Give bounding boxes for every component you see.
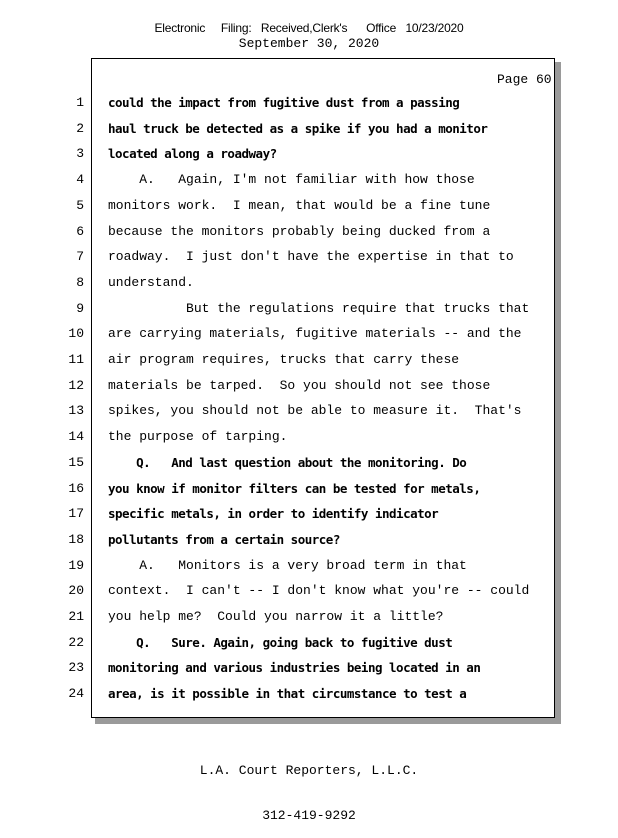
page-number: Page 60 bbox=[497, 72, 552, 87]
answer-text: monitors work. I mean, that would be a fine tune bbox=[108, 197, 491, 213]
transcript-line bbox=[0, 198, 618, 220]
line-number: 11 bbox=[68, 352, 84, 367]
transcript-line bbox=[0, 506, 618, 528]
transcript-line bbox=[0, 352, 618, 374]
transcript-line bbox=[0, 146, 618, 168]
court-reporter-name: L.A. Court Reporters, L.L.C. bbox=[199, 763, 419, 778]
line-number: 14 bbox=[68, 429, 84, 445]
filing-stamp: Electronic Filing: Received,Clerk's Office 10/23/2020 bbox=[154, 21, 464, 35]
line-number: 3 bbox=[76, 146, 84, 162]
transcript-line bbox=[0, 326, 618, 348]
transcript-line bbox=[0, 429, 618, 451]
transcript-date: September 30, 2020 bbox=[238, 36, 380, 51]
transcript-line bbox=[0, 481, 618, 503]
answer-text: you help me? Could you narrow it a little? bbox=[108, 609, 444, 624]
transcript-line bbox=[0, 249, 618, 271]
transcript-line bbox=[0, 95, 618, 117]
answer-text: because the monitors probably being ducked from a bbox=[108, 223, 491, 239]
answer-text: materials be tarped. So you should not see those bbox=[108, 377, 491, 393]
line-number: 13 bbox=[68, 403, 84, 419]
transcript-line bbox=[0, 172, 618, 194]
line-number: 12 bbox=[68, 377, 84, 393]
line-number: 5 bbox=[76, 197, 84, 213]
transcript-line bbox=[0, 558, 618, 580]
answer-text: are carrying materials, fugitive materials -- and the bbox=[108, 326, 522, 342]
question-text: could the impact from fugitive dust from a passing bbox=[108, 95, 460, 110]
transcript-line bbox=[0, 660, 618, 682]
line-number: 8 bbox=[76, 274, 84, 290]
question-text: monitoring and various industries being located in an bbox=[108, 660, 481, 676]
line-number: 15 bbox=[68, 454, 84, 470]
transcript-line bbox=[0, 121, 618, 143]
line-number: 17 bbox=[68, 506, 84, 522]
transcript-line bbox=[0, 301, 618, 323]
question-text: Q. Sure. Again, going back to fugitive dust bbox=[108, 634, 453, 650]
question-text: area, is it possible in that circumstance to test a bbox=[108, 686, 467, 702]
transcript-line bbox=[0, 224, 618, 246]
transcript-line bbox=[0, 378, 618, 400]
transcript-line bbox=[0, 532, 618, 554]
line-number: 1 bbox=[76, 95, 84, 110]
answer-text: spikes, you should not be able to measure it. That's bbox=[108, 403, 522, 419]
transcript-line bbox=[0, 455, 618, 477]
transcript-line bbox=[0, 635, 618, 657]
line-number: 6 bbox=[76, 223, 84, 239]
answer-text: air program requires, trucks that carry these bbox=[108, 352, 460, 367]
line-number: 2 bbox=[76, 120, 84, 136]
answer-text: A. Again, I'm not familiar with how those bbox=[108, 172, 475, 188]
question-text: specific metals, in order to identify indicator bbox=[108, 506, 439, 522]
line-number: 20 bbox=[68, 583, 84, 599]
transcript-line bbox=[0, 275, 618, 297]
question-text: located along a roadway? bbox=[108, 146, 277, 162]
line-number: 21 bbox=[68, 609, 84, 624]
question-text: pollutants from a certain source? bbox=[108, 531, 340, 547]
transcript-line bbox=[0, 403, 618, 425]
question-text: Q. And last question about the monitoring. Do bbox=[108, 454, 467, 470]
line-number: 22 bbox=[68, 634, 84, 650]
answer-text: the purpose of tarping. bbox=[108, 429, 288, 445]
question-text: you know if monitor filters can be tested for metals, bbox=[108, 480, 481, 496]
transcript-line bbox=[0, 686, 618, 708]
line-number: 9 bbox=[76, 300, 84, 316]
answer-text: context. I can't -- I don't know what you're -- could bbox=[108, 583, 530, 599]
answer-text: roadway. I just don't have the expertise in that to bbox=[108, 249, 514, 265]
line-number: 24 bbox=[68, 686, 84, 702]
answer-text: understand. bbox=[108, 274, 194, 290]
transcript-line bbox=[0, 583, 618, 605]
line-number: 19 bbox=[68, 557, 84, 573]
answer-text: A. Monitors is a very broad term in that bbox=[108, 557, 467, 573]
question-text: haul truck be detected as a spike if you had a monitor bbox=[108, 120, 488, 136]
court-reporter-phone: 312-419-9292 bbox=[262, 808, 356, 823]
line-number: 16 bbox=[68, 480, 84, 496]
line-number: 23 bbox=[68, 660, 84, 676]
transcript-line bbox=[0, 609, 618, 631]
line-number: 7 bbox=[76, 249, 84, 265]
answer-text: But the regulations require that trucks that bbox=[108, 300, 530, 316]
footer bbox=[0, 733, 618, 838]
line-number: 4 bbox=[76, 172, 84, 188]
line-number: 10 bbox=[68, 326, 84, 342]
line-number: 18 bbox=[68, 531, 84, 547]
